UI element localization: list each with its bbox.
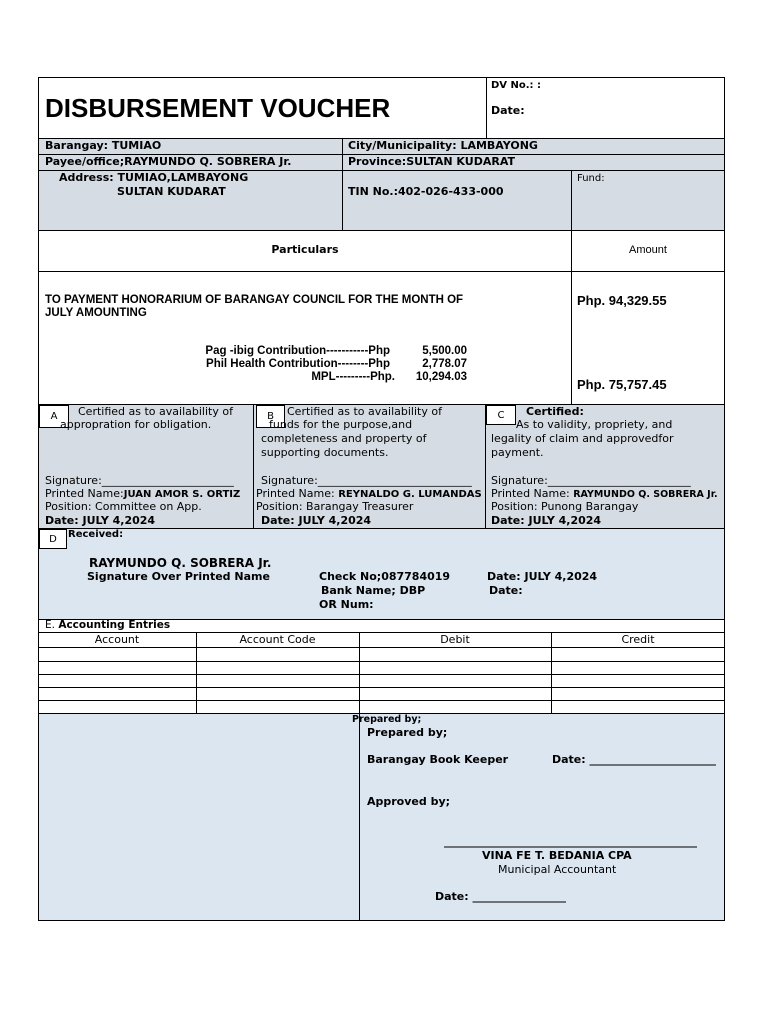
- tin-field: TIN No.:402-026-433-000: [348, 185, 504, 198]
- section-a-tag: A: [39, 405, 69, 428]
- printed-name-value: RAYMUNDO Q. SOBRERA Jr.: [573, 489, 718, 500]
- table-row-divider: [38, 647, 725, 648]
- deduction-label: MPL---------Php.: [311, 371, 395, 383]
- column-header-debit: Debit: [440, 633, 470, 646]
- cert-c-line-3: payment.: [491, 446, 544, 459]
- section-e-title: Accounting Entries: [58, 619, 171, 631]
- column-header-account-code: Account Code: [239, 633, 316, 646]
- bookkeeper-label: Barangay Book Keeper: [367, 753, 509, 766]
- cert-c-signature: Signature:__________________________: [491, 474, 691, 487]
- table-row-divider: [38, 674, 725, 675]
- received-label: Received:: [68, 529, 124, 540]
- fund-label: Fund:: [577, 173, 605, 184]
- particulars-description-line-1: TO PAYMENT HONORARIUM OF BARANGAY COUNCIL FOR THE MONTH OF: [45, 294, 464, 306]
- dv-number-label: DV No.: :: [491, 80, 542, 91]
- cert-c-position: Position: Punong Barangay: [491, 500, 639, 513]
- bank-name: Bank Name; DBP: [321, 584, 426, 597]
- cert-b-date: Date: JULY 4,2024: [261, 514, 372, 527]
- printed-name-value: JUAN AMOR S. ORTIZ: [123, 489, 241, 500]
- section-d-tag: D: [39, 529, 67, 549]
- cert-a-line-2: appropration for obligation.: [60, 418, 212, 431]
- accountant-signature-line: ______________________________________________: [444, 835, 697, 848]
- particulars-description-line-2: JULY AMOUNTING: [45, 307, 147, 319]
- amount-header: Amount: [629, 244, 667, 256]
- table-row-divider: [38, 687, 725, 688]
- prepared-by-label: Prepared by;: [367, 726, 448, 739]
- printed-name-label: Printed Name:: [256, 487, 335, 500]
- accountant-date: Date: _________________: [435, 890, 567, 903]
- section-c-tag: C: [486, 405, 516, 425]
- table-row-divider: [38, 661, 725, 662]
- cert-b-line-1: Certified as to availability of: [287, 405, 442, 418]
- payee-field: Payee/office;RAYMUNDO Q. SOBRERA Jr.: [45, 155, 292, 168]
- cert-c-line-1: As to validity, propriety, and: [516, 418, 673, 431]
- cert-c-date: Date: JULY 4,2024: [491, 514, 602, 527]
- received-name: RAYMUNDO Q. SOBRERA Jr.: [89, 556, 272, 570]
- gross-amount: Php. 94,329.55: [577, 293, 667, 308]
- particulars-body-cell: [38, 271, 572, 405]
- header-date-label: Date:: [491, 104, 525, 117]
- address-line-1: Address: TUMIAO,LAMBAYONG: [59, 171, 249, 184]
- net-amount: Php. 75,757.45: [577, 377, 667, 392]
- deduction-amount: 5,500.00: [422, 345, 467, 357]
- approved-by-label: Approved by;: [367, 795, 451, 808]
- cert-b-line-4: supporting documents.: [261, 446, 389, 459]
- prepared-by-small: Prepared by;: [352, 714, 422, 725]
- table-row-divider: [38, 700, 725, 701]
- city-field: City/Municipality: LAMBAYONG: [348, 139, 538, 152]
- voucher-title: DISBURSEMENT VOUCHER: [45, 93, 391, 123]
- column-header-credit: Credit: [621, 633, 655, 646]
- deduction-amount: 10,294.03: [415, 371, 467, 383]
- accounting-section-title: [45, 619, 170, 632]
- cert-a-printed-name: [45, 487, 240, 501]
- particulars-header: Particulars: [271, 243, 339, 256]
- printed-name-label: Printed Name:: [491, 487, 570, 500]
- printed-name-value: REYNALDO G. LUMANDAS: [338, 489, 482, 500]
- approval-left-panel: [38, 713, 360, 921]
- address-line-2: SULTAN KUDARAT: [117, 185, 226, 198]
- deduction-amount: 2,778.07: [422, 358, 467, 370]
- bookkeeper-date: Date: _______________________: [552, 753, 717, 766]
- printed-name-label: Printed Name:: [45, 487, 124, 500]
- barangay-field: Barangay: TUMIAO: [45, 139, 162, 152]
- cert-c-line-2: legality of claim and approvedfor: [491, 432, 674, 445]
- cert-b-line-2: funds for the purpose,and: [269, 418, 413, 431]
- cert-b-position: Position: Barangay Treasurer: [256, 500, 414, 513]
- cert-a-position: Position: Committee on App.: [45, 500, 202, 513]
- check-number: Check No;087784019: [319, 570, 451, 583]
- signature-caption: Signature Over Printed Name: [87, 570, 270, 583]
- deduction-label: Pag -ibig Contribution-----------Php: [205, 345, 390, 357]
- received-date: Date: JULY 4,2024: [487, 570, 598, 583]
- section-b-tag: B: [256, 405, 285, 428]
- accountant-name: VINA FE T. BEDANIA CPA: [482, 849, 632, 862]
- tin-cell: [342, 170, 572, 231]
- cert-b-signature: Signature:____________________________: [261, 474, 472, 487]
- cert-a-date: Date: JULY 4,2024: [45, 514, 156, 527]
- cert-b-printed-name: [256, 487, 482, 501]
- column-header-account: Account: [94, 633, 140, 646]
- cert-a-line-1: Certified as to availability of: [78, 405, 233, 418]
- deduction-label: Phil Health Contribution--------Php: [206, 358, 390, 370]
- or-number: OR Num:: [319, 598, 374, 611]
- bank-date: Date:: [489, 584, 523, 597]
- accountant-title: Municipal Accountant: [498, 863, 617, 876]
- province-field: Province:SULTAN KUDARAT: [348, 155, 515, 168]
- cert-a-signature: Signature:________________________: [45, 474, 234, 487]
- cert-c-printed-name: [491, 487, 718, 501]
- cert-c-title: Certified:: [526, 405, 584, 418]
- section-e-prefix: E.: [45, 619, 55, 631]
- cert-b-line-3: completeness and property of: [261, 432, 427, 445]
